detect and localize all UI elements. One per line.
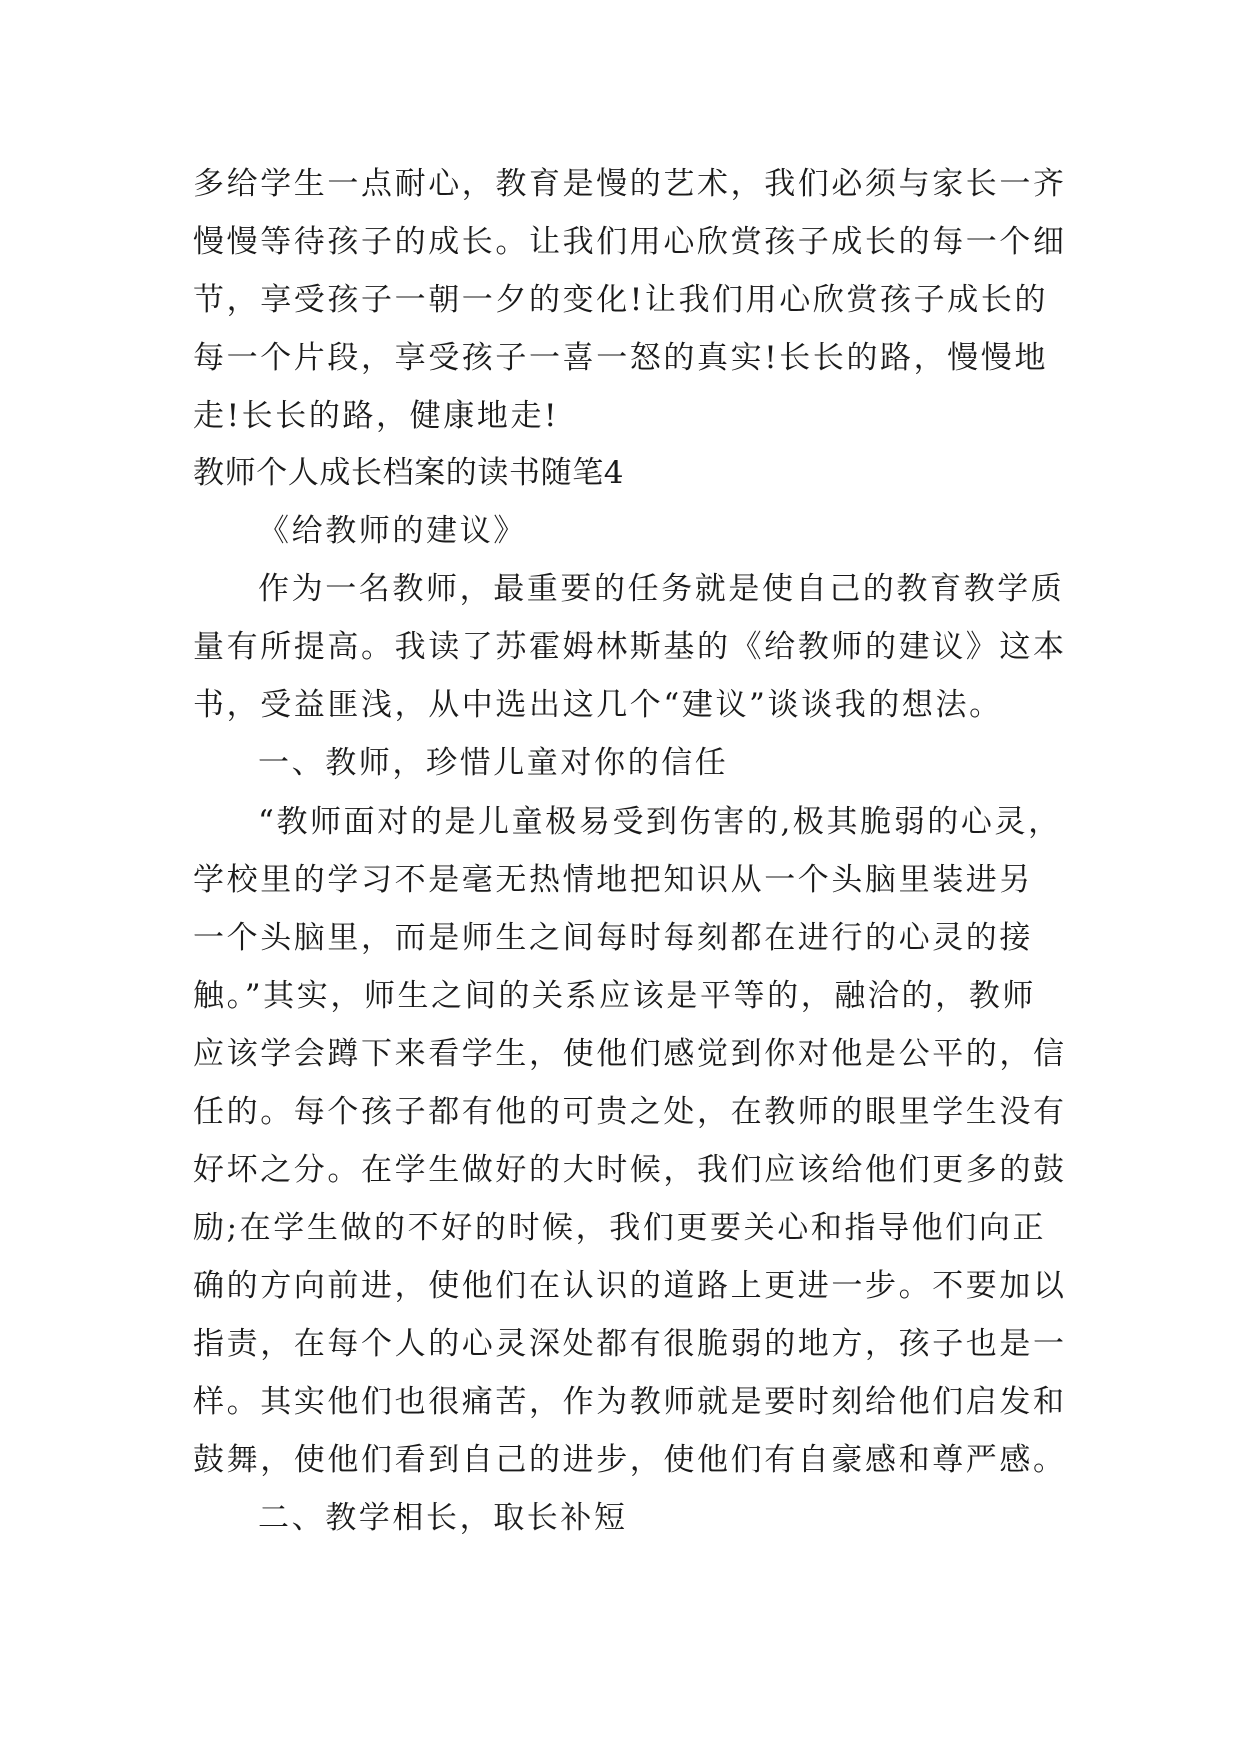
paragraph-line: 任的。每个孩子都有他的可贵之处，在教师的眼里学生没有 — [193, 1094, 1067, 1130]
paragraph-line: 好坏之分。在学生做好的大时候，我们应该给他们更多的鼓 — [193, 1152, 1067, 1188]
paragraph-line: 节，享受孩子一朝一夕的变化!让我们用心欣赏孩子成长的 — [193, 282, 1049, 318]
paragraph-line: 学校里的学习不是毫无热情地把知识从一个头脑里装进另 — [193, 862, 1033, 898]
book-title: 《给教师的建议》 — [258, 513, 527, 549]
paragraph-line: 指责，在每个人的心灵深处都有很脆弱的地方，孩子也是一 — [193, 1326, 1067, 1362]
paragraph-line: 确的方向前进，使他们在认识的道路上更进一步。不要加以 — [193, 1268, 1067, 1304]
paragraph-line: 应该学会蹲下来看学生，使他们感觉到你对他是公平的，信 — [193, 1036, 1067, 1072]
paragraph-line: “教师面对的是儿童极易受到伤害的,极其脆弱的心灵， — [258, 804, 1062, 840]
paragraph-line: 多给学生一点耐心，教育是慢的艺术，我们必须与家长一齐 — [193, 166, 1067, 202]
subheading: 二、教学相长，取长补短 — [258, 1500, 628, 1536]
paragraph-line: 一个头脑里，而是师生之间每时每刻都在进行的心灵的接 — [193, 920, 1033, 956]
paragraph-line: 每一个片段，享受孩子一喜一怒的真实!长长的路，慢慢地 — [193, 340, 1049, 376]
paragraph-line: 量有所提高。我读了苏霍姆林斯基的《给教师的建议》这本 — [193, 629, 1067, 665]
paragraph-line: 触。”其实，师生之间的关系应该是平等的，融洽的，教师 — [193, 978, 1036, 1014]
paragraph-line: 励;在学生做的不好的时候，我们更要关心和指导他们向正 — [193, 1210, 1047, 1246]
paragraph-line: 样。其实他们也很痛苦，作为教师就是要时刻给他们启发和 — [193, 1384, 1067, 1420]
section-title: 教师个人成长档案的读书随笔4 — [193, 455, 625, 491]
subheading: 一、教师，珍惜儿童对你的信任 — [258, 745, 729, 781]
paragraph-line: 走!长长的路，健康地走! — [193, 398, 560, 434]
paragraph-line: 书，受益匪浅，从中选出这几个“建议”谈谈我的想法。 — [193, 687, 1003, 723]
paragraph-line: 作为一名教师，最重要的任务就是使自己的教育教学质 — [258, 571, 1065, 607]
paragraph-line: 鼓舞，使他们看到自己的进步，使他们有自豪感和尊严感。 — [193, 1442, 1067, 1478]
paragraph-line: 慢慢等待孩子的成长。让我们用心欣赏孩子成长的每一个细 — [193, 224, 1067, 260]
